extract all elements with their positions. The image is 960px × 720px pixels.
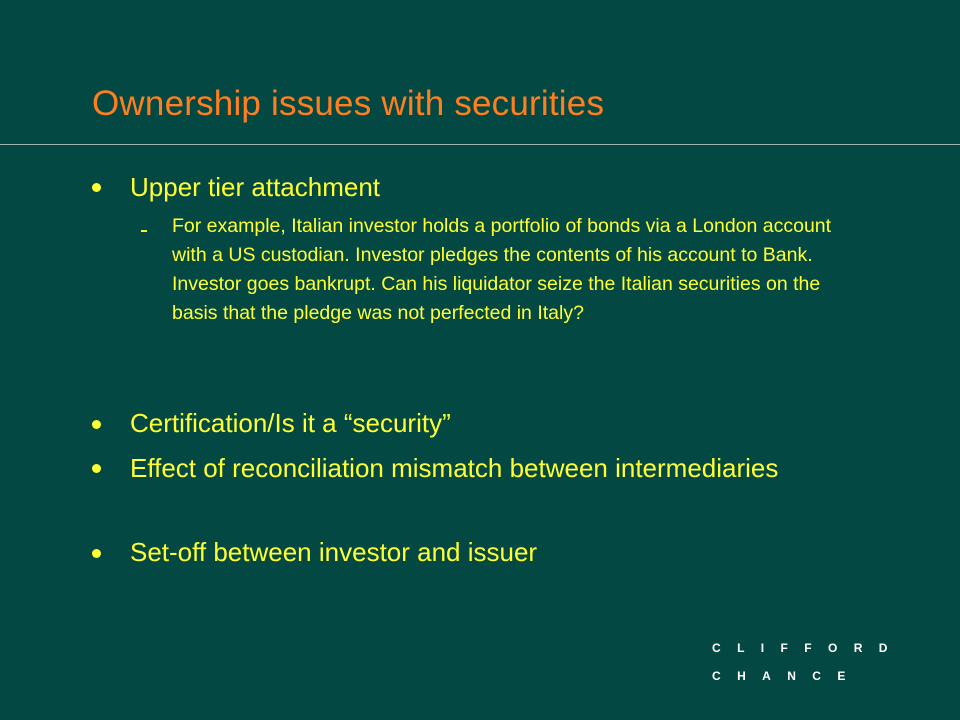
slide-title: Ownership issues with securities <box>92 84 605 123</box>
bullet-icon <box>92 549 101 558</box>
bullet-item-reconciliation: Effect of reconciliation mismatch between intermediaries <box>130 453 779 483</box>
logo-clifford: CLIFFORD <box>712 641 904 655</box>
bullet-icon <box>92 183 101 192</box>
dash-icon <box>141 230 147 232</box>
bullet-item-upper-tier: Upper tier attachment <box>130 172 381 202</box>
bullet-item-certification: Certification/Is it a “security” <box>130 408 451 438</box>
bullet-item-set-off: Set-off between investor and issuer <box>130 537 538 567</box>
sub-bullet-example: For example, Italian investor holds a portfolio of bonds via a London account with a US custodian. Investor pledges the contents of his account to Bank. Investor goes bankrupt. Can his liquidator seize the Italian securities on the basis that the pledge was not perfected in Italy? <box>172 215 832 324</box>
title-divider <box>0 144 960 145</box>
bullet-icon <box>92 464 101 473</box>
logo-chance: CHANCE <box>712 669 862 683</box>
bullet-icon <box>92 420 101 429</box>
